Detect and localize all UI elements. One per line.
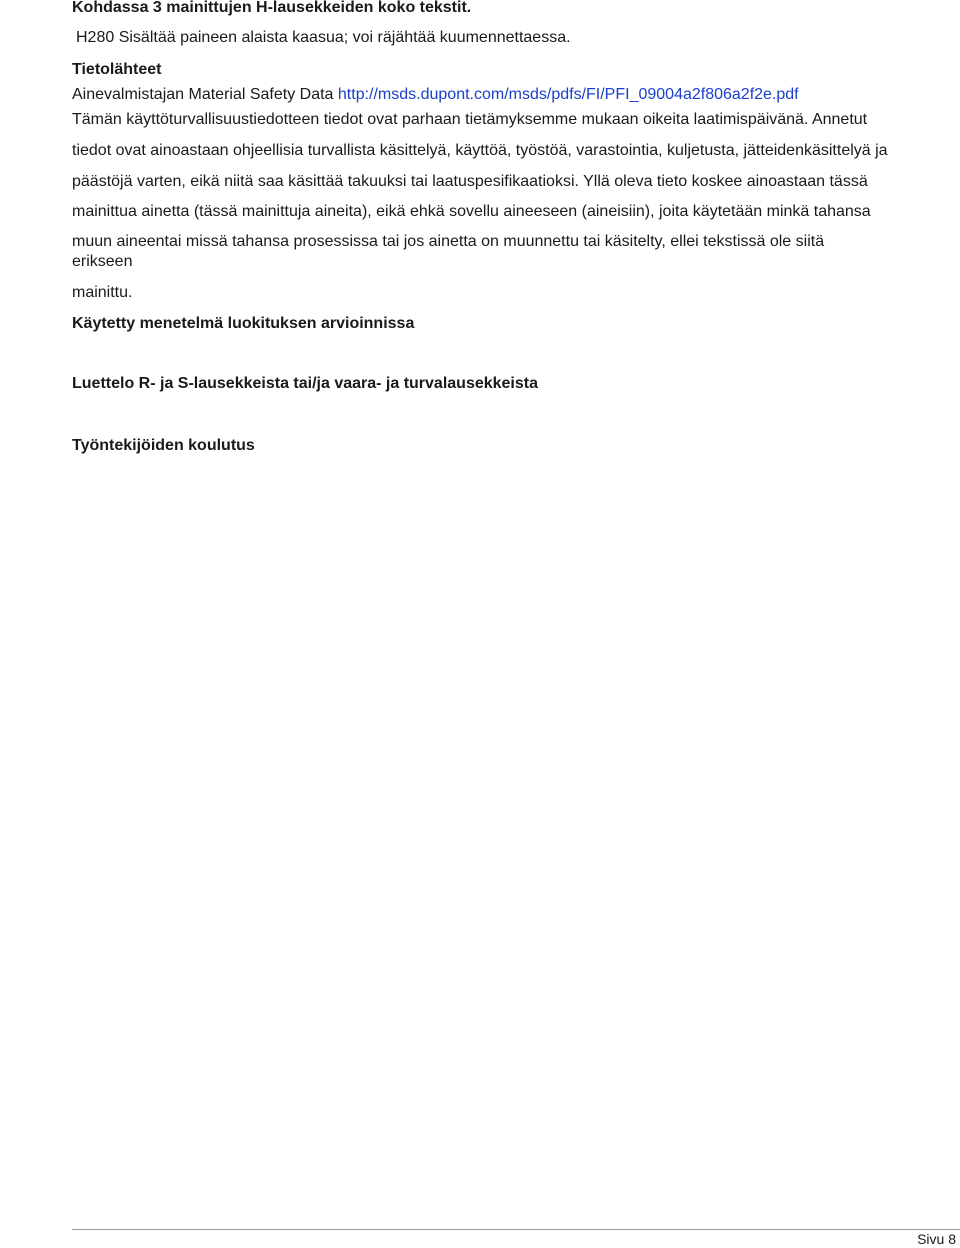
training-heading: Työntekijöiden koulutus (72, 437, 255, 454)
h280-statement: H280 Sisältää paineen alaista kaasua; voi räjähtää kuumennettaessa. (76, 29, 571, 46)
disclaimer-line-4: mainittua ainetta (tässä mainittuja aineita), eikä ehkä sovellu aineeseen (aineisiin), joita käytetään minkä tahansa (72, 203, 871, 220)
sources-line (72, 85, 799, 105)
disclaimer-line-1: Tämän käyttöturvallisuustiedotteen tiedot ovat parhaan tietämyksemme mukaan oikeita laatimispäivänä. Annetut (72, 111, 868, 128)
footer-divider (72, 1229, 960, 1230)
classification-method-heading: Käytetty menetelmä luokituksen arvioinnissa (72, 315, 415, 332)
disclaimer-line-2: tiedot ovat ainoastaan ohjeellisia turvallista käsittelyä, käyttöä, työstöä, varastointia, kuljetusta, jätteidenkäsittelyä ja (72, 142, 888, 159)
page-number: Sivu 8 (917, 1231, 956, 1247)
disclaimer-line-5: muun aineentai missä tahansa prosessissa tai jos ainetta on muunnettu tai käsitelty, ellei tekstissä ole siitä (72, 233, 825, 250)
disclaimer-line-6: erikseen (72, 253, 133, 270)
disclaimer-line-7: mainittu. (72, 284, 133, 301)
sources-heading: Tietolähteet (72, 61, 162, 78)
sources-label: Ainevalmistajan Material Safety Data (72, 86, 338, 103)
h-statements-heading: Kohdassa 3 mainittujen H-lausekkeiden koko tekstit. (72, 0, 472, 16)
phrases-list-heading: Luettelo R- ja S-lausekkeista tai/ja vaara- ja turvalausekkeista (72, 375, 538, 392)
disclaimer-line-3: päästöjä varten, eikä niitä saa käsittää takuuksi tai laatuspesifikaatioksi. Yllä oleva tieto koskee ainoastaan tässä (72, 173, 868, 190)
msds-link[interactable]: http://msds.dupont.com/msds/pdfs/FI/PFI_09004a2f806a2f2e.pdf (337, 86, 799, 103)
